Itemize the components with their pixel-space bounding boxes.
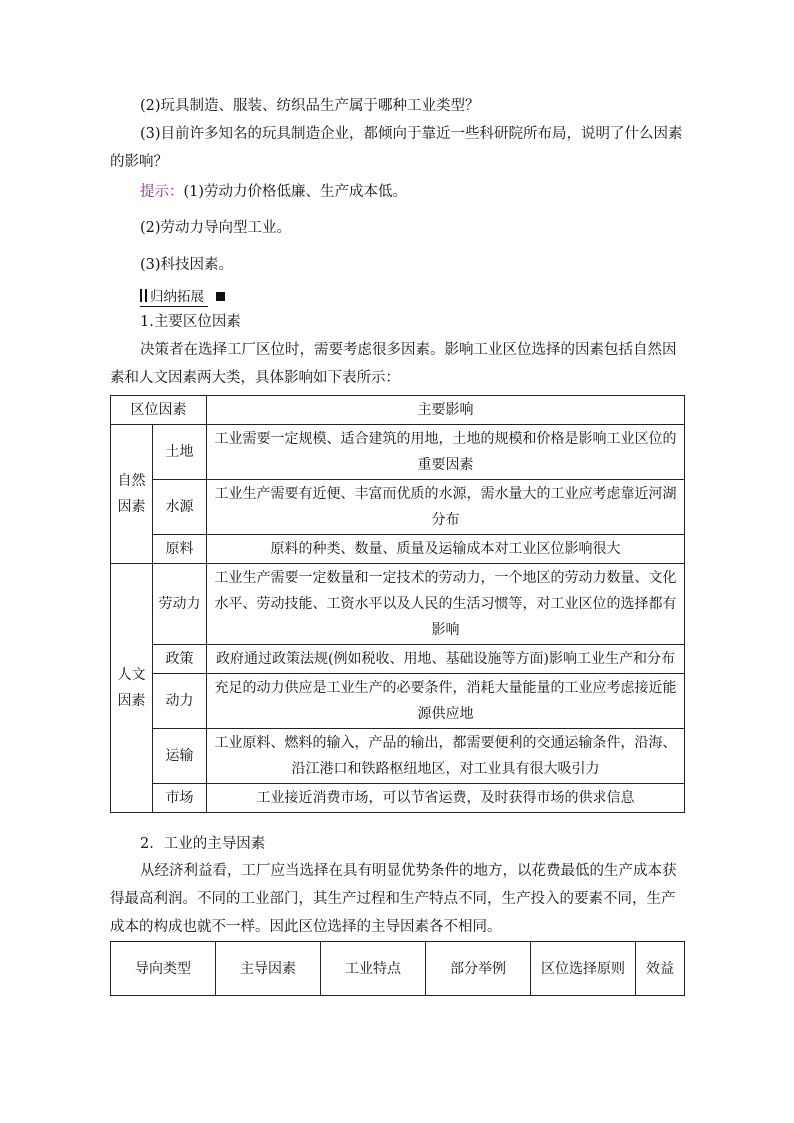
part1-heading: 1.主要区位因素 [140, 314, 241, 330]
factor-cell: 动力 [153, 674, 207, 729]
section-title-text: 归纳拓展 [150, 289, 204, 305]
part2-intro: 从经济利益看，工厂应当选择在具有明显优势条件的地方，以花费最低的生产成本获得最高利润。不同的工业部门，其生产过程和生产特点不同，生产投入的要素不同，生产成本的构成也就不一样。因此区位选择的主导因素各不相同。 [110, 863, 677, 935]
impact-cell: 工业生产需要一定数量和一定技术的劳动力，一个地区的劳动力数量、文化水平、劳动技能、工资水平以及人民的生活习惯等，对工业区位的选择都有影响 [207, 564, 685, 645]
impact-cell: 充足的动力供应是工业生产的必要条件，消耗大量能量的工业应考虑接近能源供应地 [207, 674, 685, 729]
section-title-underline [140, 289, 208, 307]
bar-icon [140, 289, 142, 302]
table-row [111, 674, 685, 729]
hint-answer-2: (2)劳动力导向型工业。 [140, 220, 292, 236]
hint-label: 提示： [140, 184, 184, 200]
table-row [111, 784, 685, 813]
hint-text-1: (1)劳动力价格低廉、生产成本低。 [183, 184, 408, 200]
factors-table [110, 395, 685, 813]
table-row [111, 729, 685, 784]
table-row [111, 425, 685, 480]
impact-cell: 工业原料、燃料的输入，产品的输出，都需要便利的交通运输条件，沿海、沿江港口和铁路枢纽地区，对工业具有很大吸引力 [207, 729, 685, 784]
leading-factors-table [110, 941, 685, 996]
hint-answer-3: (3)科技因素。 [140, 257, 234, 273]
factor-cell: 运输 [153, 729, 207, 784]
table-header-cell: 效益 [636, 942, 685, 996]
table-header-cell: 工业特点 [321, 942, 426, 996]
part1-intro: 决策者在选择工厂区位时，需要考虑很多因素。影响工业区位选择的因素包括自然因素和人文因素两大类，具体影响如下表所示： [110, 342, 677, 386]
factor-cell: 土地 [153, 425, 207, 480]
table-header-cell: 部分举例 [426, 942, 531, 996]
part2-heading: 2．工业的主导因素 [140, 836, 266, 852]
question-2: (2)玩具制造、服装、纺织品生产属于哪种工业类型？ [140, 98, 480, 114]
hint-answer-1 [110, 178, 685, 206]
table-row [111, 535, 685, 564]
table-header-cell: 区位因素 [111, 396, 207, 425]
bar-icon [145, 289, 147, 302]
group-name-cell: 人文因素 [111, 564, 153, 813]
table-header-cell: 导向类型 [111, 942, 216, 996]
impact-cell: 工业生产需要有近便、丰富而优质的水源，需水量大的工业应考虑靠近河湖分布 [207, 480, 685, 535]
factor-cell: 劳动力 [153, 564, 207, 645]
table-row [111, 480, 685, 535]
group-name-cell: 自然因素 [111, 425, 153, 564]
table-header-cell: 主要影响 [207, 396, 685, 425]
impact-cell: 原料的种类、数量、质量及运输成本对工业区位影响很大 [207, 535, 685, 564]
impact-cell: 工业接近消费市场，可以节省运费，及时获得市场的供求信息 [207, 784, 685, 813]
question-3: (3)目前许多知名的玩具制造企业，都倾向于靠近一些科研院所布局，说明了什么因素的影响？ [110, 126, 683, 170]
factor-cell: 市场 [153, 784, 207, 813]
table-row [111, 564, 685, 645]
table-header-cell: 区位选择原则 [531, 942, 636, 996]
factor-cell: 政策 [153, 645, 207, 674]
factor-cell: 原料 [153, 535, 207, 564]
table-row [111, 645, 685, 674]
table-header-cell: 主导因素 [216, 942, 321, 996]
impact-cell: 工业需要一定规模、适合建筑的用地，土地的规模和价格是影响工业区位的重要因素 [207, 425, 685, 480]
factor-cell: 水源 [153, 480, 207, 535]
impact-cell: 政府通过政策法规(例如税收、用地、基础设施等方面)影响工业生产和分布 [207, 645, 685, 674]
square-icon [216, 292, 225, 301]
section-title [110, 287, 685, 307]
